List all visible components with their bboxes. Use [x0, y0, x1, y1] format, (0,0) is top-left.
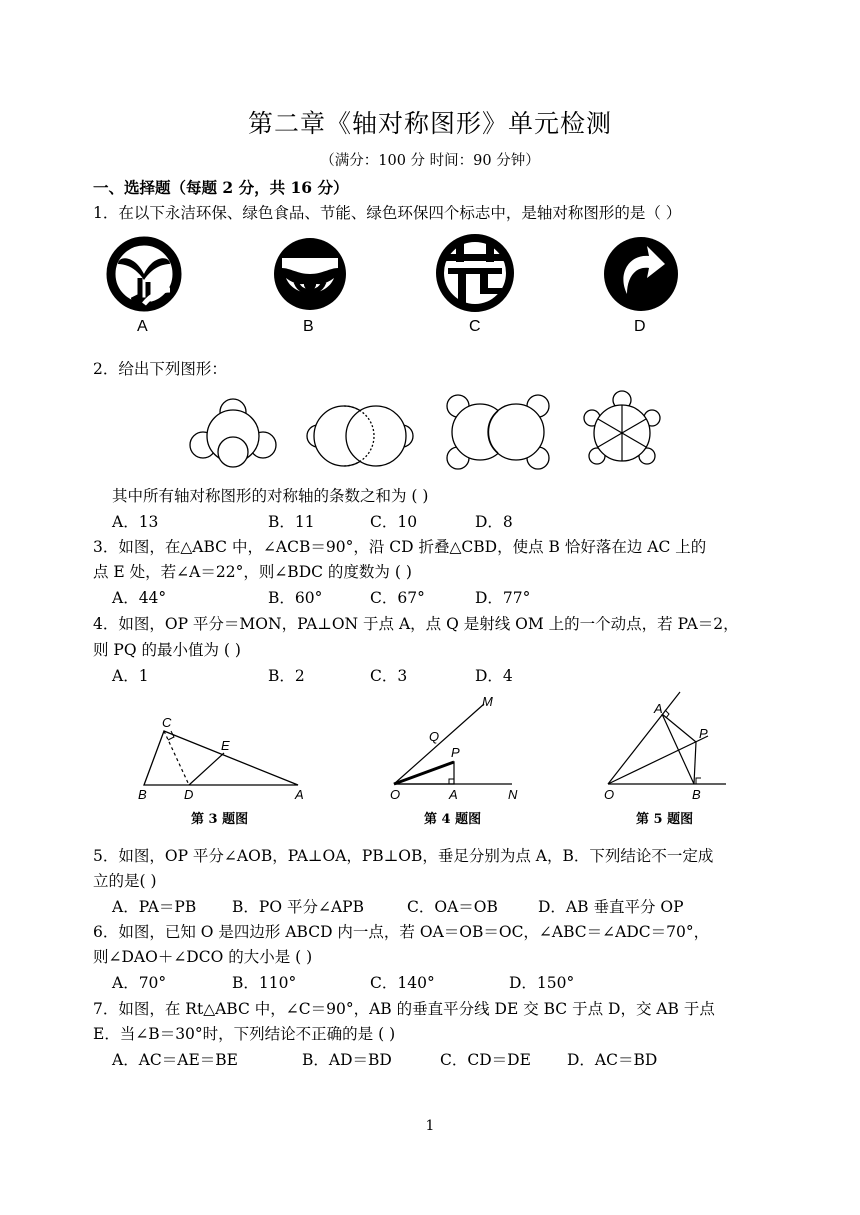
q5-option-d: D．AB 垂直平分 OP — [538, 898, 684, 916]
q2-option-d: D．8 — [475, 513, 513, 531]
logo-a-label: A — [137, 318, 148, 335]
fig5-caption: 第 5 题图 — [636, 812, 694, 827]
logo-c-icon — [434, 232, 516, 314]
q6-option-d: D．150° — [509, 974, 575, 992]
fig4-point-o: O — [390, 787, 401, 802]
question-6-line1: 6．如图，已知 O 是四边形 ABCD 内一点，若 OA＝OB＝OC，∠ABC＝∠ADC＝70°， — [93, 923, 710, 941]
q4-option-b: B．2 — [268, 667, 305, 685]
q5-option-c: C．OA＝OB — [407, 898, 498, 916]
page-number: 1 — [425, 1118, 435, 1134]
question-4-line1: 4．如图，OP 平分＝MON，PA⊥ON 于点 A，点 Q 是射线 OM 上的一个动点，若 PA＝2， — [93, 615, 739, 633]
fig4-point-q: Q — [429, 729, 440, 744]
question-3-line2: 点 E 处，若∠A＝22°，则∠BDC 的度数为 ( ) — [93, 563, 412, 581]
q4-option-c: C．3 — [370, 667, 408, 685]
q4-option-a: A．1 — [112, 667, 149, 685]
question-5-line2: 立的是( ) — [93, 872, 157, 890]
figure-q4-diagram — [390, 696, 520, 788]
question-1-text: 1．在以下永洁环保、绿色食品、节能、绿色环保四个标志中，是轴对称图形的是（ ） — [93, 204, 682, 222]
q5-option-b: B．PO 平分∠APB — [232, 898, 364, 916]
logo-b-icon — [270, 234, 350, 314]
fig4-point-m: M — [482, 694, 493, 709]
q3-option-c: C．67° — [370, 589, 425, 607]
question-5-line1: 5．如图，OP 平分∠AOB，PA⊥OA，PB⊥OB，垂足分别为点 A，B．下列结论不一定成 — [93, 847, 714, 865]
fig5-point-p: P — [699, 726, 708, 741]
score-time-info: （满分：100 分 时间：90 分钟） — [320, 153, 540, 169]
q7-option-c: C．CD＝DE — [440, 1051, 531, 1069]
q3-option-b: B．60° — [268, 589, 323, 607]
q3-option-d: D．77° — [475, 589, 531, 607]
fig3-point-b: B — [138, 787, 147, 802]
logo-b-label: B — [303, 318, 314, 335]
q3-option-a: A．44° — [112, 589, 167, 607]
fig5-point-b: B — [692, 787, 701, 802]
fig4-point-p: P — [451, 745, 460, 760]
fig4-point-n: N — [508, 787, 518, 802]
q7-option-b: B．AD＝BD — [302, 1051, 392, 1069]
question-7-line2: E．当∠B＝30°时，下列结论不正确的是 ( ) — [93, 1025, 396, 1043]
q6-option-a: A．70° — [112, 974, 167, 992]
fig4-point-a: A — [449, 787, 458, 802]
q2-option-a: A．13 — [112, 513, 159, 531]
question-3-line1: 3．如图，在△ABC 中，∠ACB＝90°，沿 CD 折叠△CBD，使点 B 恰好落在边 AC 上的 — [93, 538, 707, 556]
question-2-stem: 其中所有轴对称图形的对称轴的条数之和为 ( ) — [112, 487, 429, 505]
logo-c-label: C — [469, 318, 481, 335]
fig3-caption: 第 3 题图 — [191, 812, 249, 827]
fig4-caption: 第 4 题图 — [424, 812, 482, 827]
fig3-point-d: D — [184, 787, 194, 802]
q5-option-a: A．PA＝PB — [112, 898, 197, 916]
logo-d-label: D — [634, 318, 646, 335]
page-title: 第二章《轴对称图形》单元检测 — [247, 109, 612, 138]
fig3-point-e: E — [221, 738, 230, 753]
question-4-line2: 则 PQ 的最小值为 ( ) — [93, 641, 241, 659]
question-7-line1: 7．如图，在 Rt△ABC 中，∠C＝90°，AB 的垂直平分线 DE 交 BC 于点 D，交 AB 于点 — [93, 1000, 715, 1018]
q7-option-a: A．AC＝AE＝BE — [112, 1051, 238, 1069]
figure-q5-diagram — [604, 690, 734, 788]
fig3-point-c: C — [162, 715, 172, 730]
figure-circles-2 — [306, 402, 414, 472]
q6-option-b: B．110° — [232, 974, 297, 992]
question-6-line2: 则∠DAO＋∠DCO 的大小是 ( ) — [93, 948, 313, 966]
fig3-point-a: A — [295, 787, 304, 802]
q6-option-c: C．140° — [370, 974, 435, 992]
fig5-point-o: O — [604, 787, 615, 802]
figure-circles-1 — [188, 392, 278, 472]
logo-d-icon — [601, 234, 681, 314]
question-2-text: 2．给出下列图形： — [93, 360, 227, 378]
q2-option-c: C．10 — [370, 513, 418, 531]
q4-option-d: D．4 — [475, 667, 513, 685]
logo-a-icon — [104, 234, 184, 314]
fig5-point-a: A — [654, 701, 663, 716]
q7-option-d: D．AC＝BD — [567, 1051, 658, 1069]
q2-option-b: B．11 — [268, 513, 315, 531]
figure-circles-3 — [444, 392, 552, 472]
figure-turtle — [581, 388, 663, 468]
section-heading: 一、选择题（每题 2 分，共 16 分） — [93, 178, 349, 197]
